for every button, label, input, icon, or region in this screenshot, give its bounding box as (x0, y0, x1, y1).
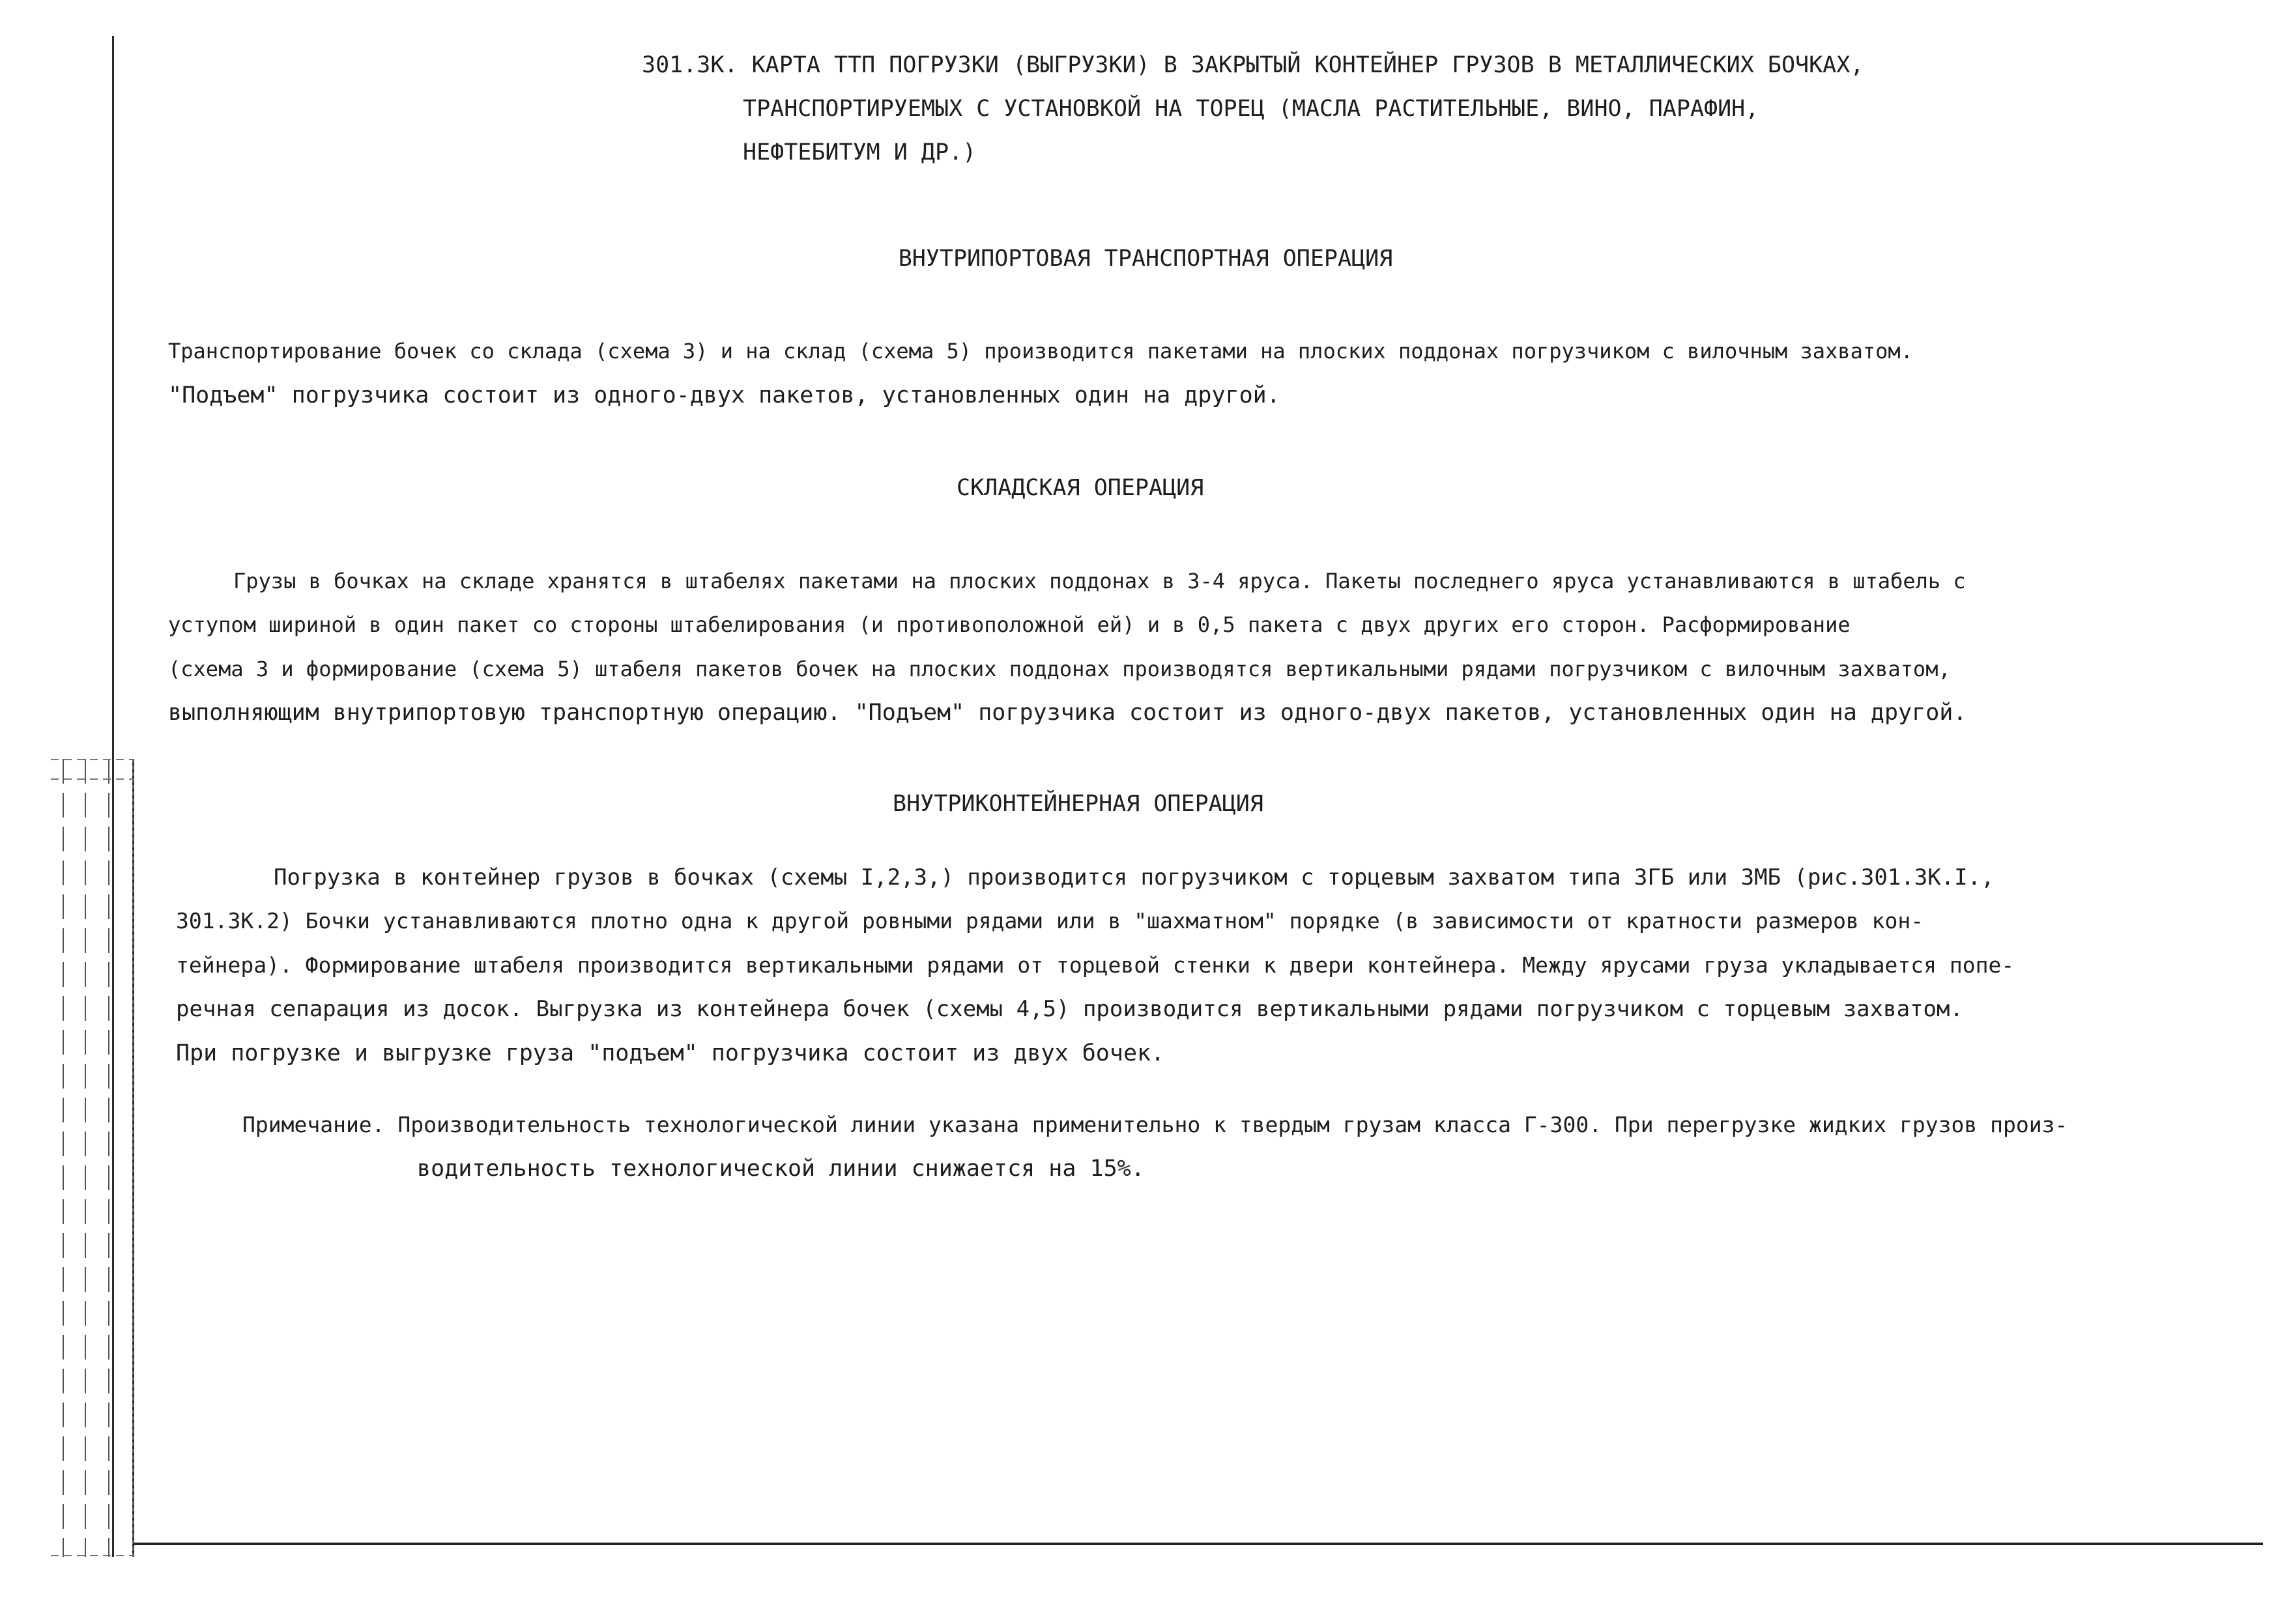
paragraph-line: выполняющим внутрипортовую транспортную операцию. "Подъем" погрузчика состоит из одного-двух пакетов, установленных один на другой. (168, 700, 1967, 726)
paragraph-line: Транспортирование бочек со склада (схема 3) и на склад (схема 5) производится пакетами на плоских поддонах погрузчиком с вилочным захватом. (168, 339, 1913, 363)
section-heading: СКЛАДСКАЯ ОПЕРАЦИЯ (957, 475, 1204, 501)
document-title-line: 301.ЗК. КАРТА ТТП ПОГРУЗКИ (ВЫГРУЗКИ) В ЗАКРЫТЫЙ КОНТЕЙНЕР ГРУЗОВ В МЕТАЛЛИЧЕСКИХ БОЧКАХ, (642, 52, 1864, 78)
paragraph-line: Грузы в бочках на складе хранятся в штабелях пакетами на плоских поддонах в 3-4 яруса. Пакеты последнего яруса устанавливаются в штабель с (233, 569, 1966, 593)
paragraph-line: Погрузка в контейнер грузов в бочках (схемы I,2,3,) производится погрузчиком с торцевым захватом типа ЗГБ или ЗМБ (рис.301.ЗК.I., (274, 864, 1995, 890)
paragraph-line: уступом шириной в один пакет со стороны штабелирования (и противоположной ей) и в 0,5 пакета с двух других его сторон. Расформирование (168, 612, 1851, 637)
paragraph-line: При погрузке и выгрузке груза "подъем" погрузчика состоит из двух бочек. (176, 1040, 1165, 1066)
stub-tick (51, 778, 132, 780)
document-title-line: НЕФТЕБИТУМ И ДР.) (743, 139, 977, 165)
note-line: водительность технологической линии снижается на 15%. (417, 1156, 1145, 1182)
note-line: Примечание. Производительность технологической линии указана применительно к твердым грузам класса Г-300. При перегрузке жидких грузов произ- (242, 1112, 2068, 1137)
paragraph-line: (схема 3 и формирование (схема 5) штабеля пакетов бочек на плоских поддонах производятся вертикальными рядами погрузчиком с вилочным захватом, (168, 657, 1951, 681)
stub-tick (51, 759, 132, 760)
paragraph-line: речная сепарация из досок. Выгрузка из контейнера бочек (схемы 4,5) производится вертикальными рядами погрузчиком с торцевым захватом. (176, 996, 1963, 1022)
stub-divider (108, 759, 109, 1557)
section-heading: ВНУТРИПОРТОВАЯ ТРАНСПОРТНАЯ ОПЕРАЦИЯ (898, 246, 1393, 272)
stub-divider (63, 759, 64, 1557)
frame-bottom-border (132, 1543, 2263, 1545)
paragraph-line: 301.ЗК.2) Бочки устанавливаются плотно одна к другой ровными рядами или в "шахматном" порядке (в зависимости от кратности размеров кон- (176, 908, 1924, 933)
paragraph-line: тейнера). Формирование штабеля производится вертикальными рядами от торцевой стенки к двери контейнера. Между ярусами груза укладывается попе- (176, 952, 2015, 978)
document-title-line: ТРАНСПОРТИРУЕМЫХ С УСТАНОВКОЙ НА ТОРЕЦ (МАСЛА РАСТИТЕЛЬНЫЕ, ВИНО, ПАРАФИН, (743, 96, 1759, 122)
section-heading: ВНУТРИКОНТЕЙНЕРНАЯ ОПЕРАЦИЯ (893, 791, 1263, 817)
stub-tick (51, 1555, 132, 1556)
title-block-stub (51, 759, 134, 1557)
stub-divider (85, 759, 86, 1557)
paragraph-line: "Подъем" погрузчика состоит из одного-двух пакетов, установленных один на другой. (168, 382, 1280, 408)
